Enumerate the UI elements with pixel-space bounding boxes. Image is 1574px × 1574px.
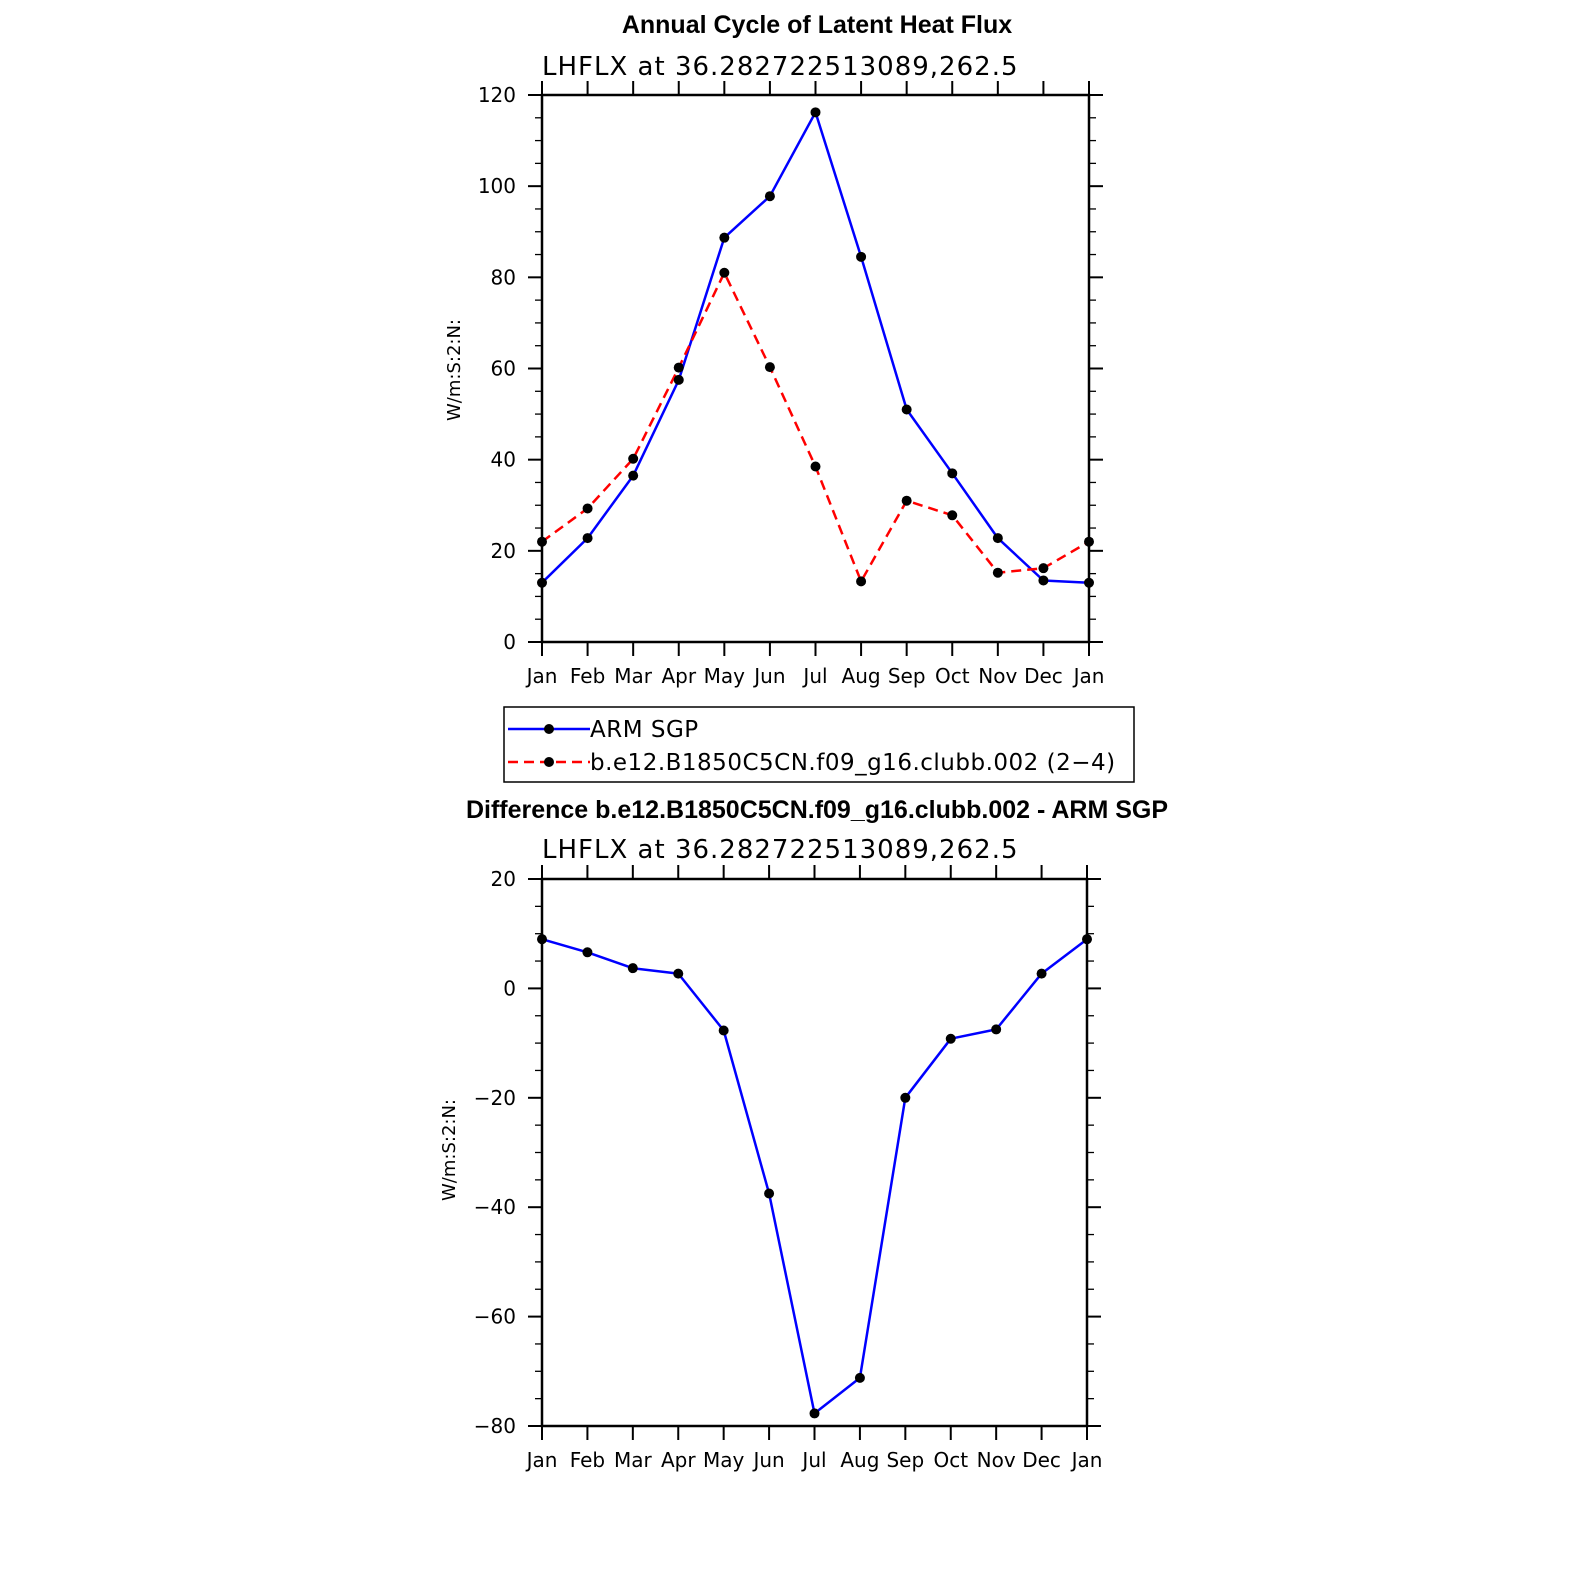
data-point [947,510,957,520]
data-point [765,191,775,201]
data-point [991,1024,1001,1034]
x-tick-label: Apr [661,664,697,688]
x-tick-label: Oct [933,1448,969,1472]
data-point [856,252,866,262]
x-tick-label: Mar [614,664,653,688]
x-tick-label: Feb [569,1448,606,1472]
y-axis-label: W/m:S:2:N: [444,319,465,421]
data-point [1037,969,1047,979]
x-tick-label: Aug [841,664,881,688]
x-tick-label: Jun [753,1448,785,1472]
data-point [583,503,593,513]
y-tick-label: 0 [503,630,516,654]
data-point [993,533,1003,543]
x-tick-label: May [703,664,746,688]
x-tick-label: Sep [887,664,926,688]
y-tick-label: 100 [477,174,516,199]
data-point [765,362,775,372]
y-tick-label: 0 [503,976,516,1001]
x-tick-label: Oct [934,664,970,688]
legend [504,707,1134,782]
data-point [537,934,547,944]
x-tick-label: Sep [886,1448,925,1472]
x-tick-label: Jan [1073,664,1105,688]
data-point [947,468,957,478]
chart-title: Difference b.e12.B1850C5CN.f09_g16.clubb.002 - ARM SGP [465,796,1169,824]
y-tick-label: 20 [490,538,516,563]
x-tick-label: Nov [978,664,1018,688]
y-tick-label: −60 [473,1304,516,1329]
data-point [1082,934,1092,944]
data-point [1084,537,1094,547]
x-tick-label: Nov [976,1448,1016,1472]
x-tick-label: Aug [840,1448,880,1472]
y-tick-label: 20 [490,867,516,891]
x-tick-label: Jan [526,1448,558,1472]
legend-label-model: b.e12.B1850C5CN.f09_g16.clubb.002 (2−4) [590,750,1116,776]
chart-annual-cycle [444,11,1104,688]
data-point [628,963,638,973]
y-tick-label: 80 [490,265,516,290]
data-point [719,233,729,243]
data-point [628,471,638,481]
chart-difference [439,796,1168,1472]
x-tick-label: Jul [802,1448,827,1472]
data-point [811,107,821,117]
x-tick-label: Mar [613,1448,652,1472]
chart-subtitle: LHFLX at 36.282722513089,262.5 [542,835,1019,865]
data-point [674,363,684,373]
data-point [628,454,638,464]
data-point [946,1034,956,1044]
chart-title: Annual Cycle of Latent Heat Flux [621,11,1013,39]
y-tick-label: −40 [473,1195,516,1220]
data-point [1084,578,1094,588]
x-tick-label: May [702,1448,745,1472]
data-point [811,462,821,472]
data-point [673,969,683,979]
y-tick-label: −20 [473,1085,516,1110]
data-point [856,576,866,586]
plot-frame [542,95,1089,642]
data-point [537,578,547,588]
data-point [674,375,684,385]
x-tick-label: Dec [1024,664,1063,688]
x-tick-label: Feb [569,664,606,688]
y-axis-label: W/m:S:2:N: [439,1099,460,1201]
data-point [810,1408,820,1418]
data-point [1038,575,1048,585]
x-tick-label: Apr [660,1448,696,1472]
y-tick-label: −80 [473,1414,516,1438]
data-point [900,1093,910,1103]
x-tick-label: Jan [526,664,558,688]
x-tick-label: Jan [1071,1448,1103,1472]
legend-marker-model [544,757,554,767]
y-tick-label: 60 [490,356,516,381]
data-point [993,568,1003,578]
y-tick-label: 120 [477,83,516,107]
data-point [582,947,592,957]
x-tick-label: Dec [1022,1448,1061,1472]
x-tick-label: Jul [803,664,828,688]
y-tick-label: 40 [490,447,516,472]
chart-subtitle: LHFLX at 36.282722513089,262.5 [542,52,1019,82]
data-point [1038,563,1048,573]
series-line-0 [542,112,1089,582]
legend-label-arm-sgp: ARM SGP [590,717,699,743]
data-point [583,533,593,543]
x-tick-label: Jun [754,664,786,688]
data-point [719,268,729,278]
data-point [855,1373,865,1383]
data-point [537,537,547,547]
legend-marker-arm-sgp [544,724,554,734]
data-point [764,1189,774,1199]
series-line-0 [542,939,1087,1413]
data-point [902,496,912,506]
data-point [902,405,912,415]
data-point [719,1026,729,1036]
series-line-1 [542,273,1089,582]
plot-frame [542,879,1087,1426]
